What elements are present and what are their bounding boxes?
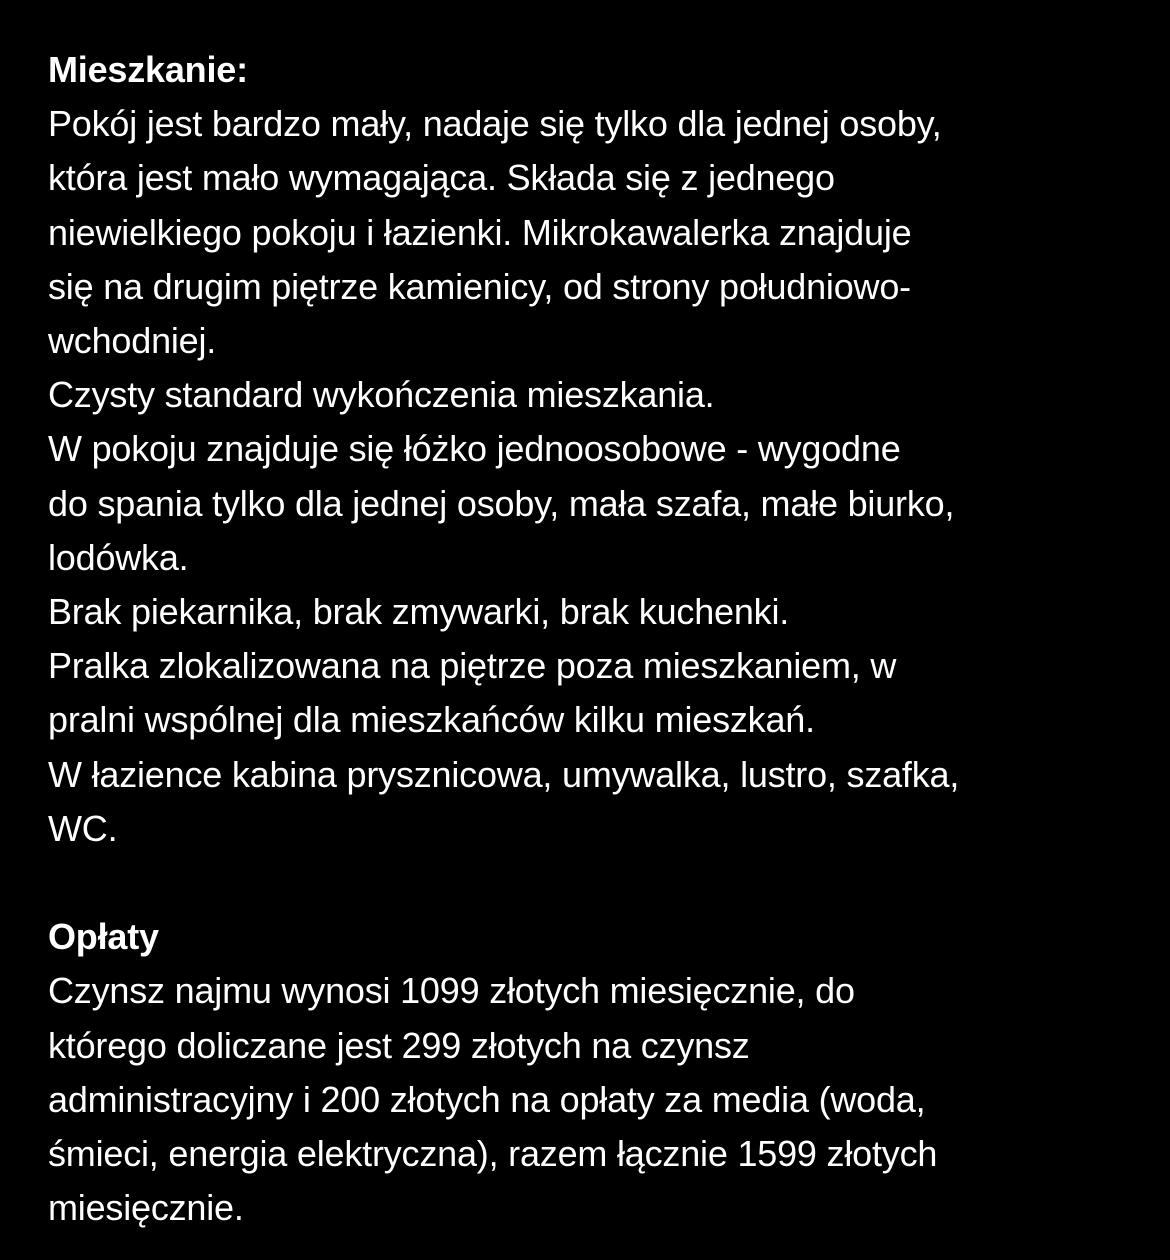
document-body bbox=[48, 43, 1138, 1235]
text-line: Pralka zlokalizowana na piętrze poza mieszkaniem, w bbox=[48, 645, 897, 687]
text-line: Pokój jest bardzo mały, nadaje się tylko dla jednej osoby, bbox=[48, 103, 942, 145]
text-line: się na drugim piętrze kamienicy, od strony południowo- bbox=[48, 265, 911, 307]
text-line: którego doliczane jest 299 złotych na czynsz bbox=[48, 1024, 750, 1066]
text-line: lodówka. bbox=[48, 536, 189, 578]
text-line: administracyjny i 200 złotych na opłaty za media (woda, bbox=[48, 1078, 926, 1120]
section-spacer bbox=[48, 856, 1138, 910]
text-line: W pokoju znajduje się łóżko jednoosobowe - wygodne bbox=[48, 428, 901, 470]
section-heading-apartment: Mieszkanie: bbox=[48, 49, 248, 90]
text-line: miesięcznie. bbox=[48, 1187, 244, 1229]
text-line: do spania tylko dla jednej osoby, mała szafa, małe biurko, bbox=[48, 482, 955, 524]
text-line: Brak piekarnika, brak zmywarki, brak kuchenki. bbox=[48, 591, 790, 633]
section-apartment bbox=[48, 43, 1138, 856]
section-heading-fees: Opłaty bbox=[48, 916, 159, 958]
text-line: pralni wspólnej dla mieszkańców kilku mieszkań. bbox=[48, 699, 815, 741]
text-line: Czysty standard wykończenia mieszkania. bbox=[48, 374, 715, 416]
text-line: wchodniej. bbox=[48, 320, 217, 362]
text-line: WC. bbox=[48, 807, 118, 849]
text-line: śmieci, energia elektryczna), razem łącznie 1599 złotych bbox=[48, 1133, 938, 1175]
section-fees bbox=[48, 910, 1138, 1235]
text-line: Czynsz najmu wynosi 1099 złotych miesięcznie, do bbox=[48, 970, 855, 1012]
text-line: niewielkiego pokoju i łazienki. Mikrokawalerka znajduje bbox=[48, 211, 912, 253]
text-line: która jest mało wymagająca. Składa się z jednego bbox=[48, 157, 835, 199]
text-line: W łazience kabina prysznicowa, umywalka, lustro, szafka, bbox=[48, 753, 960, 795]
